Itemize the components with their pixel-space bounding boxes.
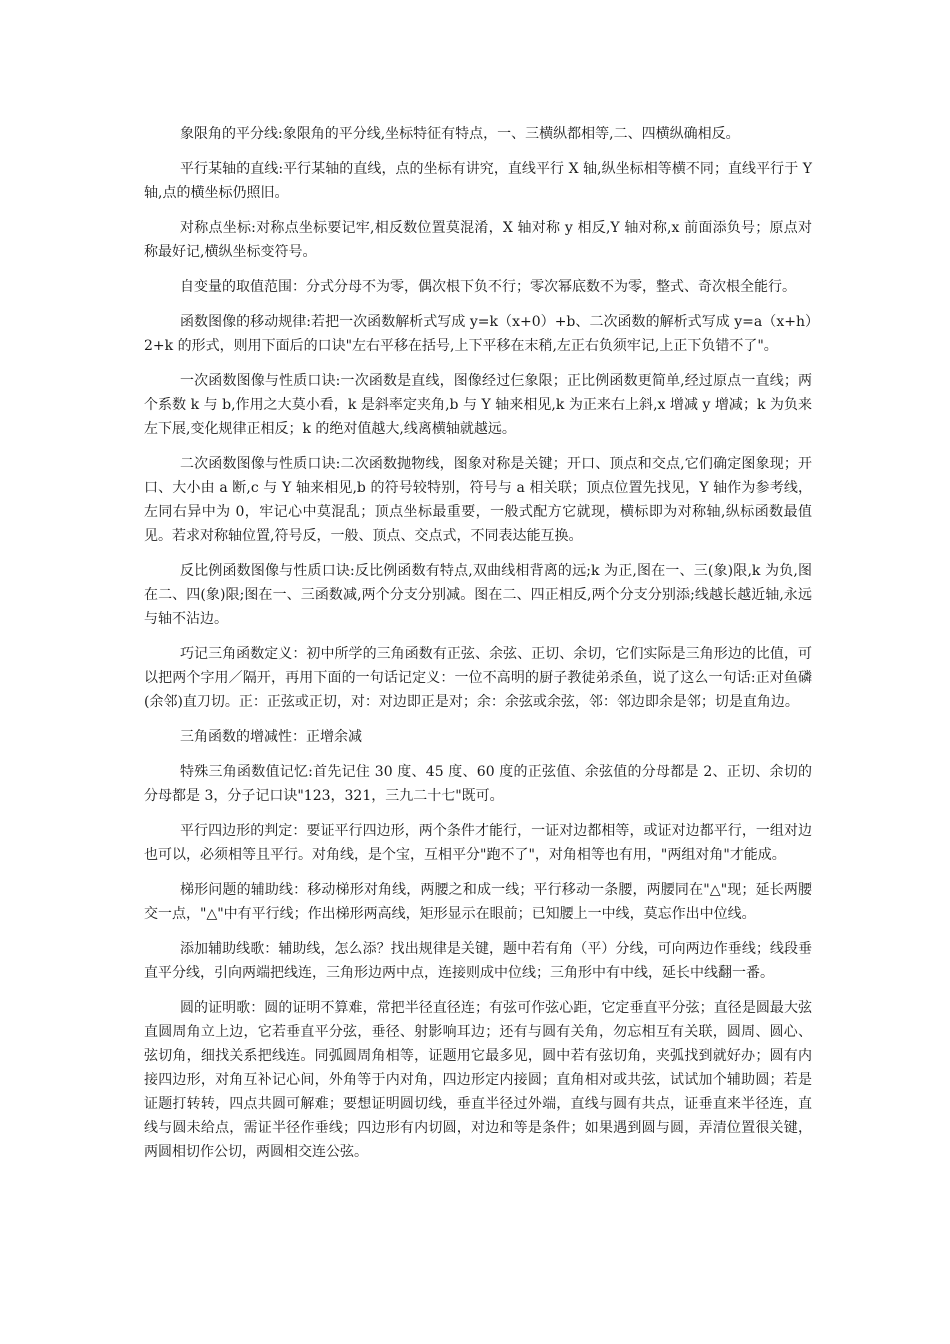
paragraph-variable-range: 自变量的取值范围：分式分母不为零，偶次根下负不行；零次幂底数不为零，整式、奇次根全能行。	[180, 279, 796, 295]
paragraph-quadratic-function: 二次函数图像与性质口诀:二次函数抛物线，图象对称是关键；开口、顶点和交点,它们确定图象现；开口、大小由 a 断,c 与 Y 轴来相见,b 的符号较特别，符号与 a 相关联；顶点位置先找见，Y 轴作为参考线，左同右异中为 0，牢记心中莫混乱；顶点坐标最重要，一般式配方它就现，横标即为对称轴,纵标函数最值见。若求对称轴位置,符号反，一般、顶点、交点式，不同表达能互换。	[144, 456, 812, 544]
paragraph-trig-monotonicity: 三角函数的增减性：正增余减	[180, 729, 362, 745]
paragraph-symmetric-point: 对称点坐标:对称点坐标要记牢,相反数位置莫混淆，X 轴对称 y 相反,Y 轴对称,x 前面添负号；原点对称最好记,横纵坐标变符号。	[144, 220, 812, 260]
paragraph-trapezoid-aux-lines: 梯形问题的辅助线：移动梯形对角线，两腰之和成一线；平行移动一条腰，两腰同在"△"现；延长两腰交一点，"△"中有平行线；作出梯形两高线，矩形显示在眼前；已知腰上一中线，莫忘作出中位线。	[144, 882, 812, 922]
paragraph-special-trig-values: 特殊三角函数值记忆:首先记住 30 度、45 度、60 度的正弦值、余弦值的分母都是 2、正切、余切的分母都是 3，分子记口诀"123，321，三九二十七"既可。	[144, 764, 812, 804]
paragraph-trig-definition: 巧记三角函数定义：初中所学的三角函数有正弦、余弦、正切、余切，它们实际是三角形边的比值，可以把两个字用／隔开，再用下面的一句话记定义：一位不高明的厨子教徒弟杀鱼，说了这么一句话:正对鱼磷(余邻)直刀切。正：正弦或正切，对：对边即正是对；余：余弦或余弦，邻：邻边即余是邻；切是直角边。	[144, 646, 812, 710]
paragraph-quadrant-bisector: 象限角的平分线:象限角的平分线,坐标特征有特点，一、三横纵都相等,二、四横纵确相反。	[180, 126, 740, 142]
document-body	[144, 122, 812, 1175]
paragraph-circle-proof: 圆的证明歌：圆的证明不算难，常把半径直径连；有弦可作弦心距，它定垂直平分弦；直径是圆最大弦直圆周角立上边，它若垂直平分弦，垂径、射影响耳边；还有与圆有关角，勿忘相互有关联，圆周、圆心、弦切角，细找关系把线连。同弧圆周角相等，证题用它最多见，圆中若有弦切角，夹弧找到就好办；圆有内接四边形，对角互补记心间，外角等于内对角，四边形定内接圆；直角相对或共弦，试试加个辅助圆；若是证题打转转，四点共圆可解难；要想证明圆切线，垂直半径过外端，直线与圆有共点，证垂直来半径连，直线与圆未给点，需证半径作垂线；四边形有内切圆，对边和等是条件；如果遇到圆与圆，弄清位置很关键，两圆相切作公切，两圆相交连公弦。	[144, 1000, 812, 1160]
paragraph-graph-translation: 函数图像的移动规律:若把一次函数解析式写成 y=k（x+0）+b、二次函数的解析式写成 y=a（x+h）2+k 的形式，则用下面后的口诀"左右平移在括号,上下平移在末稍,左正右负须牢记,上正下负错不了"。	[144, 314, 812, 354]
paragraph-inverse-proportion: 反比例函数图像与性质口诀:反比例函数有特点,双曲线相背离的远;k 为正,图在一、三(象)限,k 为负,图在二、四(象)限;图在一、三函数减,两个分支分别减。图在二、四正相反,两个分支分别添;线越长越近轴,永远与轴不沾边。	[144, 563, 812, 627]
paragraph-parallel-axis-line: 平行某轴的直线:平行某轴的直线，点的坐标有讲究，直线平行 X 轴,纵坐标相等横不同；直线平行于 Y 轴,点的横坐标仍照旧。	[144, 161, 812, 201]
paragraph-linear-function: 一次函数图像与性质口诀:一次函数是直线，图像经过仨象限；正比例函数更简单,经过原点一直线；两个系数 k 与 b,作用之大莫小看，k 是斜率定夹角,b 与 Y 轴来相见,k 为正来右上斜,x 增减 y 增减；k 为负来左下展,变化规律正相反；k 的绝对值越大,线离横轴就越远。	[144, 373, 812, 437]
paragraph-aux-line-song: 添加辅助线歌：辅助线，怎么添？找出规律是关键，题中若有角（平）分线，可向两边作垂线；线段垂直平分线，引向两端把线连，三角形边两中点，连接则成中位线；三角形中有中线，延长中线翻一番。	[144, 941, 812, 981]
paragraph-parallelogram: 平行四边形的判定：要证平行四边形，两个条件才能行，一证对边都相等，或证对边都平行，一组对边也可以，必须相等且平行。对角线，是个宝，互相平分"跑不了"，对角相等也有用，"两组对角"才能成。	[144, 823, 812, 863]
